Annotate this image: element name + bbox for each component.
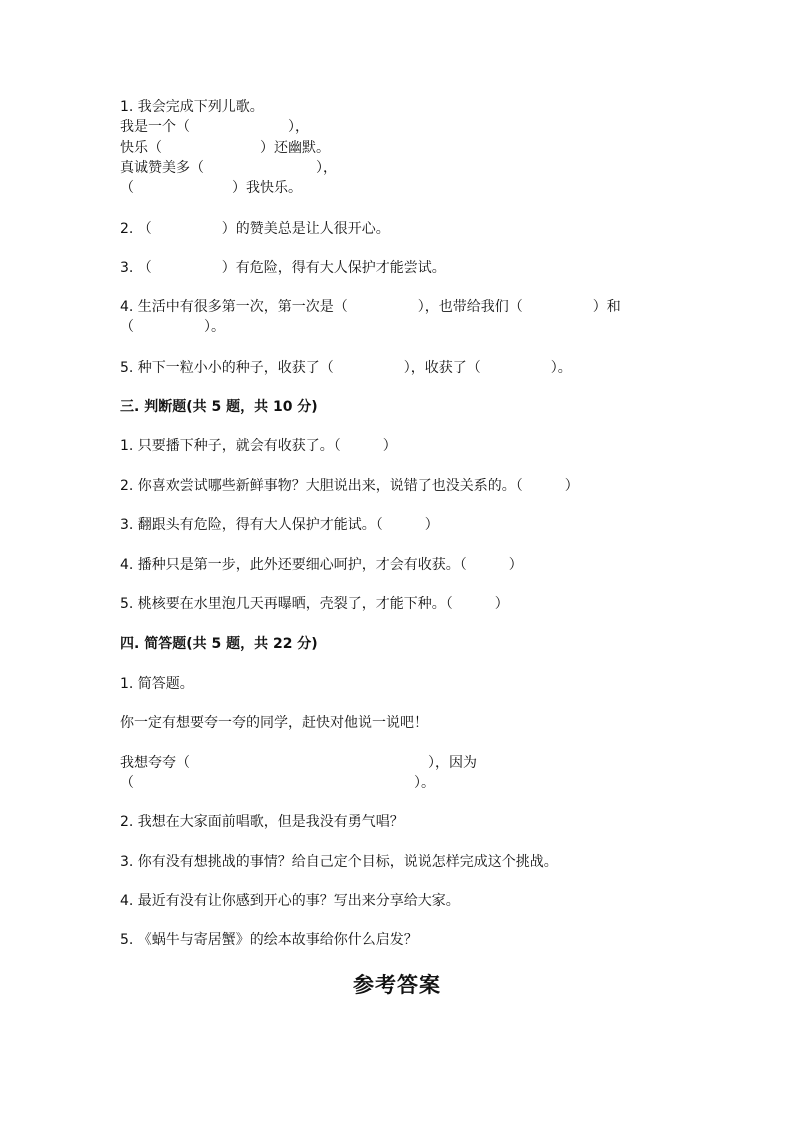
- short-answer-item-2: 2. 我想在大家面前唱歌，但是我没有勇气唱？: [120, 814, 404, 830]
- short-answer-item-5: 5. 《蜗牛与寄居蟹》的绘本故事给你什么启发？: [120, 932, 418, 948]
- judge-section-heading: 三. 判断题(共 5 题，共 10 分): [120, 399, 318, 415]
- judge-item-4: 4. 播种只是第一步，此外还要细心呵护，才会有收获。（ ）: [120, 557, 523, 573]
- short-answer-section-heading: 四. 简答题(共 5 题，共 22 分): [120, 636, 318, 652]
- answer-key-title: 参考答案: [353, 972, 441, 997]
- fill-q4-line-2: （ ）。: [120, 319, 225, 335]
- fill-q1-line-3: 真诚赞美多（ ），: [120, 160, 337, 176]
- fill-q1-line-1: 我是一个（ ），: [120, 119, 309, 135]
- judge-item-1: 1. 只要播下种子，就会有收获了。（ ）: [120, 438, 397, 454]
- short-answer-q1-fill-1: 我想夸夸（ ），因为: [120, 755, 477, 771]
- fill-q5: 5. 种下一粒小小的种子，收获了（ ），收获了（ ）。: [120, 360, 572, 376]
- fill-q4-line-1: 4. 生活中有很多第一次，第一次是（ ），也带给我们（ ）和: [120, 299, 621, 315]
- short-answer-q1-title: 1. 简答题。: [120, 676, 194, 692]
- short-answer-q1-fill-2: （ ）。: [120, 775, 435, 791]
- judge-item-2: 2. 你喜欢尝试哪些新鲜事物？大胆说出来，说错了也没关系的。（ ）: [120, 478, 579, 494]
- short-answer-item-3: 3. 你有没有想挑战的事情？给自己定个目标，说说怎样完成这个挑战。: [120, 854, 558, 870]
- fill-q2: 2. （ ）的赞美总是让人很开心。: [120, 221, 390, 237]
- fill-q1-line-4: （ ）我快乐。: [120, 180, 302, 196]
- short-answer-item-4: 4. 最近有没有让你感到开心的事？写出来分享给大家。: [120, 893, 460, 909]
- judge-item-5: 5. 桃核要在水里泡几天再曝晒，壳裂了，才能下种。（ ）: [120, 596, 509, 612]
- short-answer-q1-prompt: 你一定有想要夸一夸的同学，赶快对他说一说吧！: [120, 715, 428, 731]
- fill-q1-prompt: 1. 我会完成下列儿歌。: [120, 99, 264, 115]
- fill-q1-line-2: 快乐（ ）还幽默。: [120, 140, 330, 156]
- judge-item-3: 3. 翻跟头有危险，得有大人保护才能试。（ ）: [120, 517, 439, 533]
- fill-q3: 3. （ ）有危险，得有大人保护才能尝试。: [120, 260, 446, 276]
